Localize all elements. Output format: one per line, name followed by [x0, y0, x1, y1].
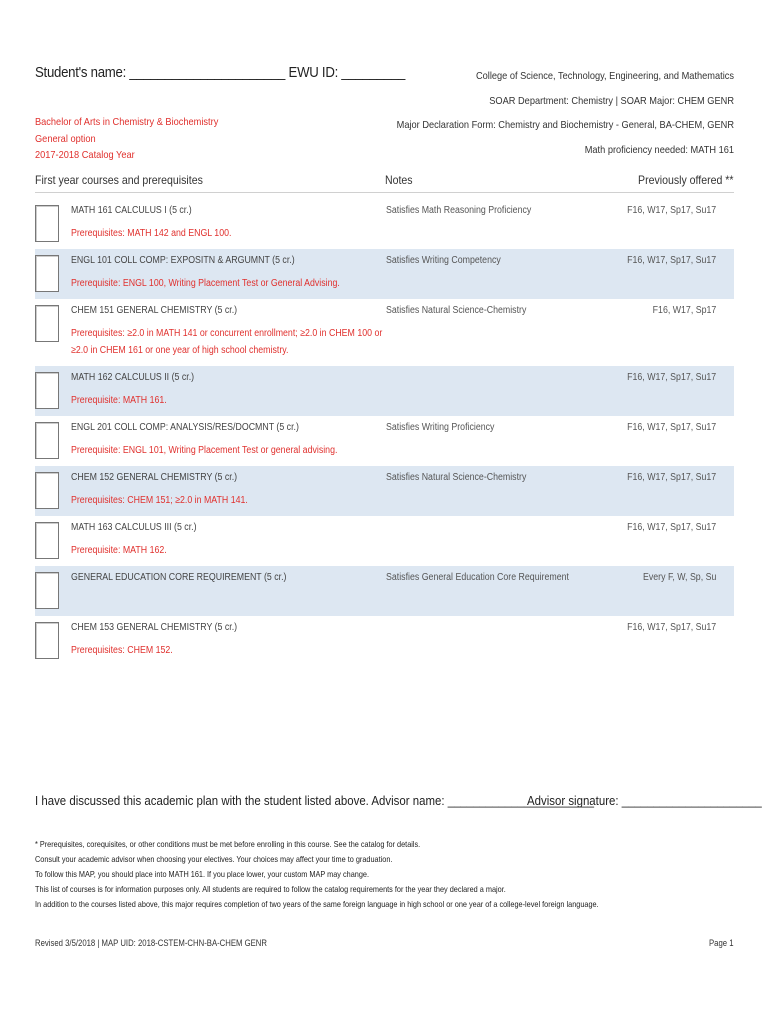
course-offered: F16, W17, Sp17, Su17: [626, 255, 716, 266]
course-title: CHEM 152 GENERAL CHEMISTRY (5 cr.): [71, 472, 238, 483]
column-header-previously-offered: Previously offered **: [638, 173, 734, 187]
prereq-line: Prerequisites: CHEM 151; ≥2.0 in MATH 141.: [71, 495, 248, 506]
course-row: [35, 516, 734, 566]
course-row: [35, 249, 734, 299]
student-name-id-line: Student's name: ______________________ EWU ID: _________: [35, 64, 406, 81]
course-offered: F16, W17, Sp17, Su17: [626, 422, 716, 433]
course-note: Satisfies Natural Science-Chemistry: [386, 305, 527, 316]
course-checkbox[interactable]: [35, 205, 59, 242]
course-checkbox[interactable]: [35, 422, 59, 459]
course-row: [35, 199, 734, 249]
course-note: Satisfies Natural Science-Chemistry: [386, 472, 527, 483]
header-divider: [35, 192, 734, 193]
course-note: Satisfies General Education Core Requirement: [386, 572, 569, 583]
course-prerequisites: [71, 542, 167, 559]
course-checkbox[interactable]: [35, 255, 59, 292]
page-number: Page 1: [709, 938, 734, 948]
course-row: [35, 299, 734, 366]
advisor-statement: I have discussed this academic plan with the student listed above. Advisor name: _______________________: [35, 793, 595, 808]
math-proficiency: Math proficiency needed: MATH 161: [584, 143, 734, 156]
prereq-line: Prerequisite: ENGL 101, Writing Placement Test or general advising.: [71, 445, 338, 456]
prereq-line: Prerequisite: ENGL 100, Writing Placement Test or General Advising.: [71, 278, 340, 289]
prereq-line: Prerequisites: ≥2.0 in MATH 141 or concurrent enrollment; ≥2.0 in CHEM 100 or: [71, 328, 383, 339]
course-note: Satisfies Math Reasoning Proficiency: [386, 205, 532, 216]
footnote: In addition to the courses listed above, this major requires completion of two years of the same foreign language in high school or one year of a college-level foreign language.: [35, 899, 599, 909]
college-info-block: [334, 64, 734, 162]
prereq-line: Prerequisites: MATH 142 and ENGL 100.: [71, 228, 232, 239]
course-row: [35, 566, 734, 616]
footnote: Consult your academic advisor when choosing your electives. Your choices may affect your time to graduation.: [35, 854, 393, 864]
course-checkbox[interactable]: [35, 622, 59, 659]
footnotes: [35, 837, 690, 912]
course-title: GENERAL EDUCATION CORE REQUIREMENT (5 cr.): [71, 572, 287, 583]
course-checkbox[interactable]: [35, 305, 59, 342]
course-offered: Every F, W, Sp, Su: [642, 572, 716, 583]
course-checkbox[interactable]: [35, 472, 59, 509]
course-title: MATH 163 CALCULUS III (5 cr.): [71, 522, 197, 533]
prereq-line: ≥2.0 in CHEM 161 or one year of high school chemistry.: [71, 345, 289, 356]
course-title: CHEM 153 GENERAL CHEMISTRY (5 cr.): [71, 622, 238, 633]
course-checkbox[interactable]: [35, 572, 59, 609]
course-title: ENGL 101 COLL COMP: EXPOSITN & ARGUMNT (5 cr.): [71, 255, 295, 266]
course-offered: F16, W17, Sp17, Su17: [626, 372, 716, 383]
course-note: Satisfies Writing Proficiency: [386, 422, 495, 433]
course-prerequisites: [71, 492, 248, 509]
course-offered: F16, W17, Sp17, Su17: [626, 205, 716, 216]
degree-title: Bachelor of Arts in Chemistry & Biochemistry: [35, 116, 219, 128]
course-row: [35, 466, 734, 516]
program-block: [35, 114, 243, 164]
course-offered: F16, W17, Sp17: [652, 305, 716, 316]
footnote: * Prerequisites, corequisites, or other conditions must be met before enrolling in this course. See the catalog for details.: [35, 839, 421, 849]
course-prerequisites: [71, 325, 382, 359]
course-row: [35, 366, 734, 416]
soar-info: SOAR Department: Chemistry | SOAR Major: CHEM GENR: [489, 94, 734, 107]
course-row: [35, 416, 734, 466]
course-prerequisites: [71, 275, 340, 292]
course-list: [35, 199, 734, 666]
course-title: MATH 161 CALCULUS I (5 cr.): [71, 205, 192, 216]
course-title: MATH 162 CALCULUS II (5 cr.): [71, 372, 195, 383]
major-declaration-form: Major Declaration Form: Chemistry and Biochemistry - General, BA-CHEM, GENR: [396, 119, 734, 131]
course-note: Satisfies Writing Competency: [386, 255, 501, 266]
course-offered: F16, W17, Sp17, Su17: [626, 522, 716, 533]
catalog-year: 2017-2018 Catalog Year: [35, 149, 135, 161]
course-checkbox[interactable]: [35, 522, 59, 559]
college-name: College of Science, Technology, Engineering, and Mathematics: [475, 70, 734, 82]
column-header-courses: First year courses and prerequisites: [35, 173, 203, 187]
course-offered: F16, W17, Sp17, Su17: [626, 472, 716, 483]
advisor-signature-line: Advisor signature: ______________________: [527, 793, 762, 808]
course-title: CHEM 151 GENERAL CHEMISTRY (5 cr.): [71, 305, 238, 316]
course-prerequisites: [71, 392, 167, 409]
course-prerequisites: [71, 642, 173, 659]
course-checkbox[interactable]: [35, 372, 59, 409]
degree-option: General option: [35, 132, 96, 145]
course-row: [35, 616, 734, 666]
column-header-notes: Notes: [385, 173, 413, 187]
course-prerequisites: [71, 225, 231, 242]
course-title: ENGL 201 COLL COMP: ANALYSIS/RES/DOCMNT (5 cr.): [71, 422, 299, 433]
footnote: To follow this MAP, you should place into MATH 161. If you place lower, your custom MAP may change.: [35, 869, 369, 879]
course-offered: F16, W17, Sp17, Su17: [626, 622, 716, 633]
course-prerequisites: [71, 442, 337, 459]
prereq-line: Prerequisites: CHEM 152.: [71, 645, 173, 656]
revision-info: Revised 3/5/2018 | MAP UID: 2018-CSTEM-CHN-BA-CHEM GENR: [35, 938, 267, 948]
prereq-line: Prerequisite: MATH 161.: [71, 395, 167, 406]
footnote: This list of courses is for information purposes only. All students are required to follow the catalog requirements for the year they declared a major.: [35, 884, 506, 894]
prereq-line: Prerequisite: MATH 162.: [71, 545, 167, 556]
